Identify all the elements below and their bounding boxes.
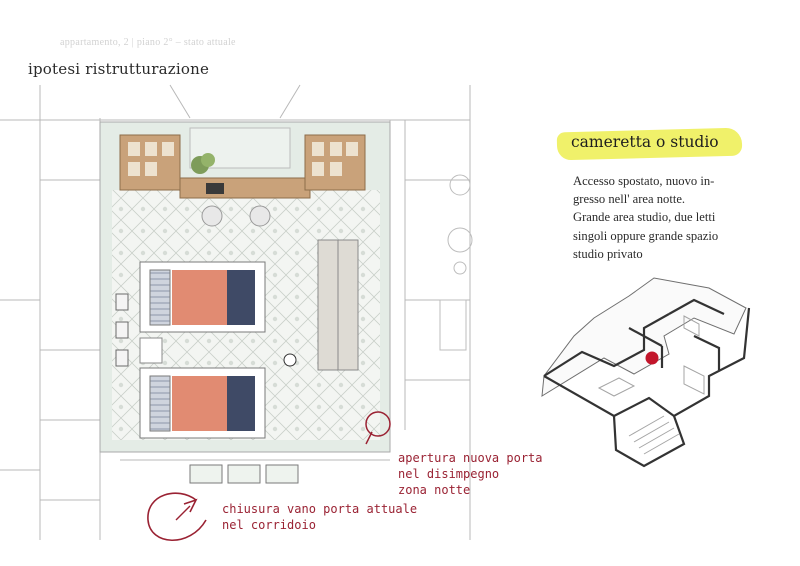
- wardrobe: [318, 240, 358, 370]
- nightstand: [140, 338, 162, 363]
- room-name: cameretta o studio: [571, 133, 719, 151]
- description-line: Grande area studio, due letti: [573, 210, 716, 225]
- neighbour-room: [440, 175, 472, 350]
- wall-pictures: [116, 294, 128, 366]
- bed-top: [140, 262, 265, 332]
- annotation-line: zona notte: [398, 483, 471, 497]
- new-door-annotation: [398, 450, 543, 498]
- floor-rugs: [190, 465, 298, 483]
- page-title: ipotesi ristrutturazione: [28, 60, 210, 78]
- annotation-line: apertura nuova porta: [398, 451, 543, 465]
- description-line: studio privato: [573, 246, 643, 261]
- annotation-line: nel disimpegno: [398, 467, 500, 481]
- ball: [284, 354, 296, 366]
- faint-title: appartamento, 2 | piano 2° – stato attuale: [60, 37, 236, 48]
- room-location-dot: [646, 352, 659, 365]
- close-door-annotation: [222, 501, 417, 533]
- annotation-line: chiusura vano porta attuale: [222, 502, 418, 516]
- key-plan: [534, 266, 764, 486]
- close-door-circle-arrow-icon: [148, 493, 206, 540]
- annotation-line: nel corridoio: [222, 518, 316, 532]
- description-line: Accesso spostato, nuovo in-: [573, 174, 715, 188]
- description-line: gresso nell' area notte.: [573, 192, 686, 207]
- room-heading: [557, 126, 747, 162]
- bed-bottom: [140, 368, 265, 438]
- room-description: [573, 172, 778, 263]
- description-line: singoli oppure grande spazio: [573, 228, 719, 243]
